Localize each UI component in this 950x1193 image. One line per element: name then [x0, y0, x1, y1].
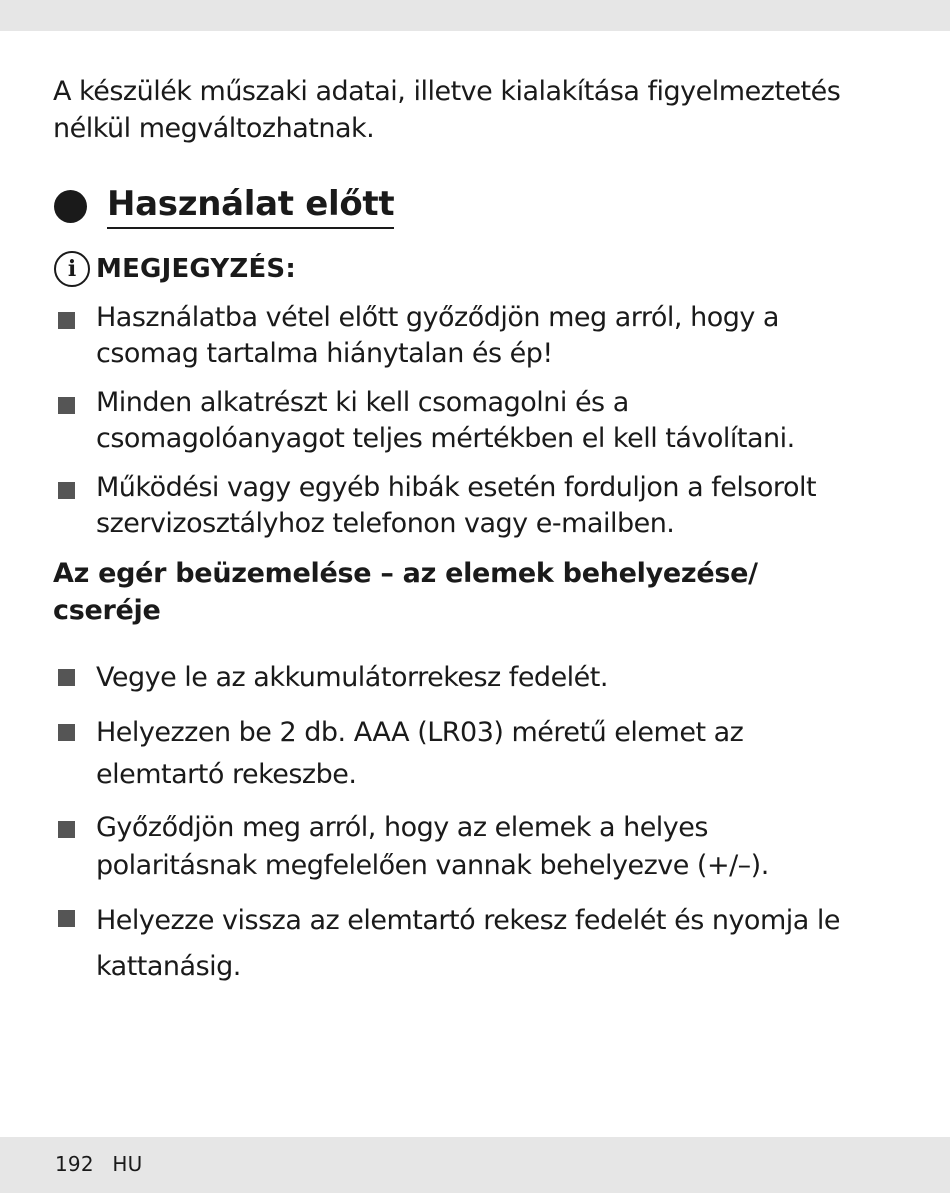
- footer-bar: [0, 1137, 950, 1193]
- list-item: [58, 300, 858, 372]
- square-bullet-icon: [58, 482, 75, 499]
- list-item: [58, 385, 858, 457]
- section-title: Használat előtt: [107, 183, 394, 229]
- info-icon: i: [54, 251, 90, 287]
- bullet-dot-icon: [54, 190, 87, 223]
- top-margin-bar: [0, 0, 950, 31]
- list-item-text: Vegye le az akkumulátorrekesz fedelét.: [96, 662, 608, 693]
- square-bullet-icon: [58, 312, 75, 329]
- section-heading: [54, 183, 394, 229]
- note-heading: [54, 251, 296, 287]
- list-item-text: Minden alkatrészt ki kell csomagolni és a csomagolóanyagot teljes mértékben el kell távolítani.: [96, 387, 795, 454]
- list-item: [58, 712, 858, 796]
- intro-paragraph: A készülék műszaki adatai, illetve kialakítása figyelmeztetés nélkül megváltozhatnak.: [53, 76, 841, 144]
- square-bullet-icon: [58, 724, 75, 741]
- square-bullet-icon: [58, 821, 75, 838]
- list-item-text: Helyezze vissza az elemtartó rekesz fedelét és nyomja le kattanásig.: [96, 905, 840, 982]
- steps-list: [58, 657, 858, 1003]
- page-number: 192: [55, 1152, 94, 1176]
- list-item-text: Helyezzen be 2 db. AAA (LR03) méretű elemet az elemtartó rekeszbe.: [96, 717, 744, 790]
- list-item-text: Használatba vétel előtt győződjön meg arról, hogy a csomag tartalma hiánytalan és ép!: [96, 302, 779, 369]
- page-footer: [55, 1152, 142, 1176]
- list-item-text: Győződjön meg arról, hogy az elemek a helyes polaritásnak megfelelően vannak behelyezve (+/–).: [96, 812, 769, 881]
- list-item: [58, 657, 858, 699]
- note-label: MEGJEGYZÉS:: [96, 254, 296, 284]
- square-bullet-icon: [58, 910, 75, 927]
- square-bullet-icon: [58, 397, 75, 414]
- subsection-title: Az egér beüzemelése – az elemek behelyezése/ cseréje: [53, 558, 758, 626]
- list-item: [58, 809, 858, 885]
- list-item: [58, 470, 858, 542]
- list-item: [58, 898, 858, 990]
- list-item-text: Működési vagy egyéb hibák esetén forduljon a felsorolt szervizosztályhoz telefonon vagy e-mailben.: [96, 472, 817, 539]
- language-code: HU: [112, 1152, 143, 1176]
- note-list: [58, 300, 858, 555]
- square-bullet-icon: [58, 669, 75, 686]
